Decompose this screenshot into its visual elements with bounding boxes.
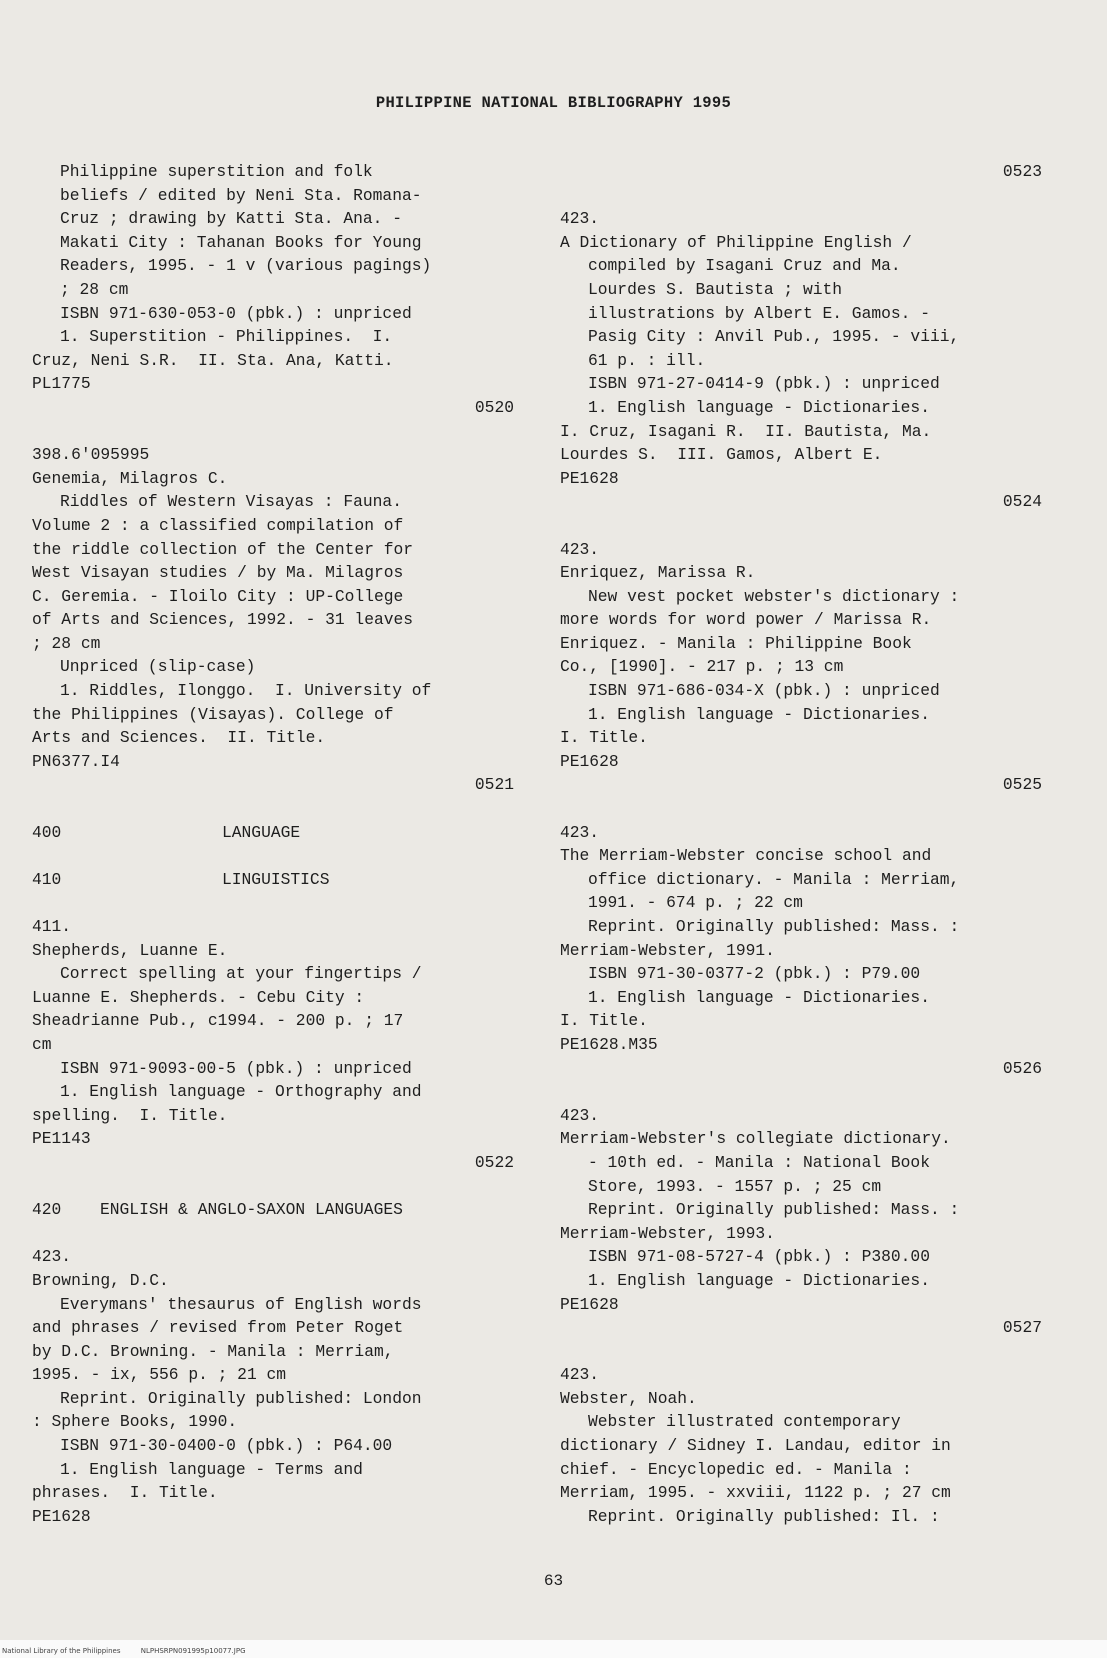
entry-line: Riddles of Western Visayas : Fauna. xyxy=(60,492,402,512)
entry-line: 1. English language - Orthography and xyxy=(60,1082,422,1102)
classification-number: 398.6'095995 xyxy=(32,445,150,465)
entry-number: 0525 xyxy=(1002,775,1042,795)
classification-number: 423. xyxy=(560,209,600,229)
entry-line: and phrases / revised from Peter Roget xyxy=(32,1318,404,1338)
entry-line: 61 p. : ill. xyxy=(588,350,706,370)
entry-line: Co., [1990]. - 217 p. ; 13 cm xyxy=(560,657,844,677)
section-label: LINGUISTICS xyxy=(222,869,330,889)
section-heading xyxy=(32,1198,514,1222)
entry-line: Enriquez, Marissa R. xyxy=(560,563,756,583)
entry-line: dictionary / Sidney I. Landau, editor in xyxy=(560,1436,951,1456)
entry-line: ; 28 cm xyxy=(60,279,129,299)
entry-line: 1. English language - Dictionaries. xyxy=(588,987,930,1007)
right-column xyxy=(560,160,1042,1528)
entry-number: 0526 xyxy=(1002,1058,1042,1078)
entry-line: 1. English language - Dictionaries. xyxy=(588,1270,930,1290)
entry-line: office dictionary. - Manila : Merriam, xyxy=(588,869,960,889)
entry-line: Lourdes S. III. Gamos, Albert E. xyxy=(560,445,883,465)
entry-line: 1. English language - Dictionaries. xyxy=(588,397,930,417)
entry-line: compiled by Isagani Cruz and Ma. xyxy=(588,256,901,276)
entry-line: illustrations by Albert E. Gamos. - xyxy=(588,303,930,323)
entry-line: New vest pocket webster's dictionary : xyxy=(588,586,960,606)
call-number: PE1628 xyxy=(560,468,619,488)
entry-line: West Visayan studies / by Ma. Milagros xyxy=(32,563,404,583)
entry-line: Merriam-Webster's collegiate dictionary. xyxy=(560,1129,951,1149)
entry-line: I. Cruz, Isagani R. II. Bautista, Ma. xyxy=(560,421,932,441)
entry-line: Reprint. Originally published: Il. : xyxy=(588,1506,940,1526)
entry-line: ISBN 971-30-0400-0 (pbk.) : P64.00 xyxy=(60,1436,393,1456)
entry-line: Correct spelling at your fingertips / xyxy=(60,964,422,984)
entry-line: Sheadrianne Pub., c1994. - 200 p. ; 17 xyxy=(32,1011,404,1031)
section-code: 400 xyxy=(32,822,62,842)
call-number: PN6377.I4 xyxy=(32,751,120,771)
footer-library: National Library of the Philippines xyxy=(2,1647,121,1655)
entry-number: 0523 xyxy=(1002,162,1042,181)
entry-line: 1991. - 674 p. ; 22 cm xyxy=(588,893,803,913)
entry-line: 1. Riddles, Ilonggo. I. University of xyxy=(60,681,432,701)
section-code: 420 xyxy=(32,1200,62,1220)
entry-line: Readers, 1995. - 1 v (various pagings) xyxy=(60,256,432,276)
entry-line: Arts and Sciences. II. Title. xyxy=(32,728,326,748)
entry-line: : Sphere Books, 1990. xyxy=(32,1412,238,1432)
entry-line: more words for word power / Marissa R. xyxy=(560,610,932,630)
entry-number: 0527 xyxy=(1002,1318,1042,1338)
entry-line: ; 28 cm xyxy=(32,633,101,653)
call-number: PL1775 xyxy=(32,374,91,394)
section-code: 410 xyxy=(32,869,62,889)
entry-line: Webster illustrated contemporary xyxy=(588,1412,901,1432)
entry-line: Browning, D.C. xyxy=(32,1270,169,1290)
entry-line: I. Title. xyxy=(560,1011,648,1031)
entry-number: 0521 xyxy=(474,775,514,795)
section-heading xyxy=(32,868,514,892)
entry-line: Genemia, Milagros C. xyxy=(32,468,228,488)
entry-line: Merriam, 1995. - xxviii, 1122 p. ; 27 cm xyxy=(560,1483,951,1503)
entry-line: Philippine superstition and folk xyxy=(60,162,373,181)
entry-line: Luanne E. Shepherds. - Cebu City : xyxy=(32,987,365,1007)
entry-line: Reprint. Originally published: Mass. : xyxy=(588,917,960,936)
entry-line: 1. Superstition - Philippines. I. xyxy=(60,327,393,347)
call-number: PE1628 xyxy=(560,751,619,771)
entry-line: Reprint. Originally published: Mass. : xyxy=(588,1200,960,1220)
call-number: PE1628 xyxy=(32,1506,91,1526)
entry-line: beliefs / edited by Neni Sta. Romana- xyxy=(60,185,422,205)
entry-line: Cruz, Neni S.R. II. Sta. Ana, Katti. xyxy=(32,350,394,370)
entry-line: Shepherds, Luanne E. xyxy=(32,940,228,960)
entry-line: ISBN 971-08-5727-4 (pbk.) : P380.00 xyxy=(588,1247,930,1267)
call-number: PE1143 xyxy=(32,1129,91,1149)
left-column xyxy=(32,160,514,1528)
classification-number: 411. xyxy=(32,917,72,936)
section-label: LANGUAGE xyxy=(222,822,301,842)
entry-line: the riddle collection of the Center for xyxy=(32,539,414,559)
entry-line: the Philippines (Visayas). College of xyxy=(32,704,394,724)
entry-line: ISBN 971-9093-00-5 (pbk.) : unpriced xyxy=(60,1058,412,1078)
classification-number: 423. xyxy=(560,822,600,842)
scan-footer xyxy=(2,1647,264,1655)
classification-number: 423. xyxy=(32,1247,72,1267)
section-label: ENGLISH & ANGLO-SAXON LANGUAGES xyxy=(100,1200,403,1220)
entry-line: by D.C. Browning. - Manila : Merriam, xyxy=(32,1341,394,1361)
page-number: 63 xyxy=(543,1572,564,1590)
entry-line: ISBN 971-686-034-X (pbk.) : unpriced xyxy=(588,681,940,701)
call-number: PE1628 xyxy=(560,1294,619,1314)
entry-number: 0524 xyxy=(1002,492,1042,512)
entry-line: Merriam-Webster, 1993. xyxy=(560,1223,775,1243)
entry-line: Cruz ; drawing by Katti Sta. Ana. - xyxy=(60,209,402,229)
entry-line: Reprint. Originally published: London xyxy=(60,1388,422,1408)
page-title: PHILIPPINE NATIONAL BIBLIOGRAPHY 1995 xyxy=(375,94,732,112)
entry-line: 1. English language - Dictionaries. xyxy=(588,704,930,724)
entry-line: spelling. I. Title. xyxy=(32,1105,228,1125)
entry-line: 1. English language - Terms and xyxy=(60,1459,363,1479)
entry-line: ISBN 971-30-0377-2 (pbk.) : P79.00 xyxy=(588,964,921,984)
entry-line: The Merriam-Webster concise school and xyxy=(560,846,932,866)
entry-line: of Arts and Sciences, 1992. - 31 leaves xyxy=(32,610,414,630)
call-number: PE1628.M35 xyxy=(560,1034,658,1054)
entry-line: I. Title. xyxy=(560,728,648,748)
classification-number: 423. xyxy=(560,1365,600,1385)
footer-file: NLPHSRPN091995p10077.JPG xyxy=(140,1647,246,1655)
entry-line: Merriam-Webster, 1991. xyxy=(560,940,775,960)
entry-line: Webster, Noah. xyxy=(560,1388,697,1408)
entry-line: Volume 2 : a classified compilation of xyxy=(32,515,404,535)
classification-number: 423. xyxy=(560,1105,600,1125)
entry-line: Lourdes S. Bautista ; with xyxy=(588,279,843,299)
entry-number: 0520 xyxy=(474,397,514,417)
entry-line: Store, 1993. - 1557 p. ; 25 cm xyxy=(588,1176,882,1196)
entry-line: A Dictionary of Philippine English / xyxy=(560,232,912,252)
entry-line: phrases. I. Title. xyxy=(32,1483,218,1503)
entry-line: chief. - Encyclopedic ed. - Manila : xyxy=(560,1459,912,1479)
entry-line: Unpriced (slip-case) xyxy=(60,657,256,677)
section-heading xyxy=(32,821,514,845)
entry-line: cm xyxy=(32,1034,52,1054)
classification-number: 423. xyxy=(560,539,600,559)
entry-line: C. Geremia. - Iloilo City : UP-College xyxy=(32,586,404,606)
entry-line: 1995. - ix, 556 p. ; 21 cm xyxy=(32,1365,287,1385)
entry-line: Everymans' thesaurus of English words xyxy=(60,1294,422,1314)
entry-line: Pasig City : Anvil Pub., 1995. - viii, xyxy=(588,327,960,347)
entry-line: Makati City : Tahanan Books for Young xyxy=(60,232,422,252)
entry-number: 0522 xyxy=(474,1152,514,1172)
entry-line: ISBN 971-630-053-0 (pbk.) : unpriced xyxy=(60,303,412,323)
entry-line: ISBN 971-27-0414-9 (pbk.) : unpriced xyxy=(588,374,940,394)
entry-line: Enriquez. - Manila : Philippine Book xyxy=(560,633,912,653)
entry-line: - 10th ed. - Manila : National Book xyxy=(588,1152,930,1172)
